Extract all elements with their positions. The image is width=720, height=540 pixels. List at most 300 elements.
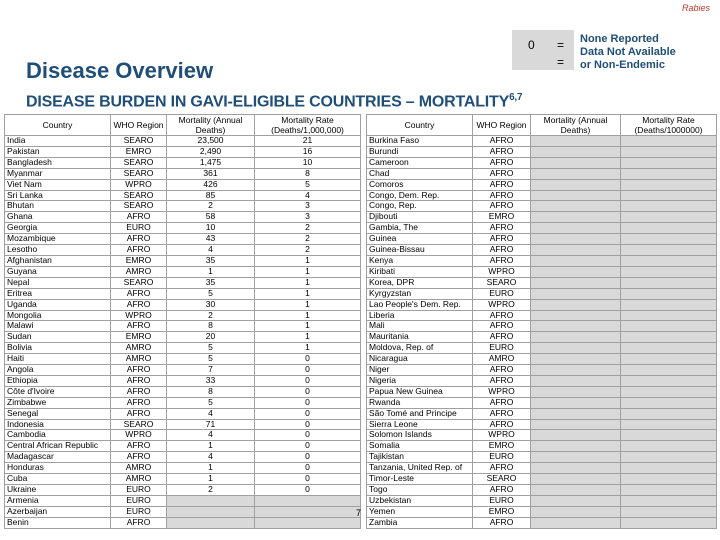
cell-mortality: 5 <box>167 288 255 299</box>
cell-country: Congo, Rep. <box>367 201 473 212</box>
cell-country: Papua New Guinea <box>367 386 473 397</box>
cell-mortality-rate <box>621 136 717 147</box>
table-row <box>367 277 717 288</box>
cell-mortality: 33 <box>167 375 255 386</box>
cell-country: Afghanistan <box>5 255 111 266</box>
cell-mortality: 20 <box>167 332 255 343</box>
cell-mortality-rate <box>621 343 717 354</box>
cell-country: Nicaragua <box>367 354 473 365</box>
cell-mortality-rate: 1 <box>255 266 361 277</box>
table-row <box>5 375 361 386</box>
section-subtitle <box>26 92 522 111</box>
cell-mortality: 5 <box>167 354 255 365</box>
cell-mortality: 7 <box>167 365 255 376</box>
cell-who-region: SEARO <box>111 136 167 147</box>
cell-who-region: EMRO <box>473 212 531 223</box>
mortality-table-left <box>4 114 361 529</box>
table-row <box>5 266 361 277</box>
cell-mortality: 361 <box>167 168 255 179</box>
cell-country: Solomon Islands <box>367 430 473 441</box>
cell-country: Mauritania <box>367 332 473 343</box>
cell-country: Kyrgyzstan <box>367 288 473 299</box>
cell-mortality-rate: 0 <box>255 430 361 441</box>
cell-mortality-rate: 1 <box>255 277 361 288</box>
cell-who-region: AFRO <box>473 419 531 430</box>
table-row <box>5 321 361 332</box>
cell-country: Cameroon <box>367 157 473 168</box>
cell-mortality <box>531 321 621 332</box>
table-row <box>367 179 717 190</box>
cell-country: Kiribati <box>367 266 473 277</box>
cell-country: Bangladesh <box>5 157 111 168</box>
cell-mortality: 426 <box>167 179 255 190</box>
cell-mortality <box>531 223 621 234</box>
cell-mortality-rate: 8 <box>255 168 361 179</box>
cell-mortality-rate: 0 <box>255 397 361 408</box>
cell-mortality <box>531 310 621 321</box>
cell-mortality-rate: 0 <box>255 386 361 397</box>
cell-mortality-rate <box>621 419 717 430</box>
cell-mortality <box>531 452 621 463</box>
cell-who-region: AFRO <box>473 255 531 266</box>
cell-mortality: 71 <box>167 419 255 430</box>
cell-mortality-rate <box>621 266 717 277</box>
cell-mortality <box>531 201 621 212</box>
cell-country: Korea, DPR <box>367 277 473 288</box>
cell-country: Cambodia <box>5 430 111 441</box>
legend-zero: 0 <box>528 38 535 52</box>
cell-mortality-rate <box>621 441 717 452</box>
cell-who-region: AFRO <box>111 397 167 408</box>
cell-mortality-rate: 16 <box>255 146 361 157</box>
table-row <box>367 266 717 277</box>
cell-mortality: 4 <box>167 452 255 463</box>
cell-mortality <box>531 288 621 299</box>
cell-mortality-rate <box>621 223 717 234</box>
cell-mortality-rate: 3 <box>255 212 361 223</box>
cell-who-region: WPRO <box>111 310 167 321</box>
cell-country: Haiti <box>5 354 111 365</box>
cell-country: Mozambique <box>5 234 111 245</box>
cell-mortality: 8 <box>167 321 255 332</box>
header-who-region: WHO Region <box>473 115 531 136</box>
cell-who-region: AFRO <box>473 375 531 386</box>
cell-country: Côte d'Ivoire <box>5 386 111 397</box>
cell-mortality <box>531 397 621 408</box>
cell-country: Somalia <box>367 441 473 452</box>
cell-mortality <box>531 441 621 452</box>
cell-mortality: 1 <box>167 266 255 277</box>
cell-country: Togo <box>367 485 473 496</box>
cell-mortality <box>531 463 621 474</box>
cell-who-region: AFRO <box>473 136 531 147</box>
cell-mortality: 5 <box>167 397 255 408</box>
table-row <box>367 474 717 485</box>
cell-mortality-rate <box>621 277 717 288</box>
table-row <box>5 190 361 201</box>
cell-country: Viet Nam <box>5 179 111 190</box>
cell-country: Zambia <box>367 517 473 528</box>
cell-country: Pakistan <box>5 146 111 157</box>
cell-country: Sierra Leone <box>367 419 473 430</box>
cell-who-region: AMRO <box>111 463 167 474</box>
cell-mortality: 35 <box>167 277 255 288</box>
cell-who-region: AFRO <box>473 190 531 201</box>
cell-mortality-rate: 2 <box>255 234 361 245</box>
cell-who-region: AFRO <box>473 485 531 496</box>
cell-who-region: AFRO <box>473 168 531 179</box>
table-row <box>367 463 717 474</box>
cell-country: Mongolia <box>5 310 111 321</box>
cell-who-region: AFRO <box>473 234 531 245</box>
cell-who-region: EURO <box>473 288 531 299</box>
cell-who-region: EURO <box>473 343 531 354</box>
cell-mortality-rate <box>621 430 717 441</box>
table-row <box>5 485 361 496</box>
subtitle-footnote: 6,7 <box>509 92 523 103</box>
cell-mortality <box>531 430 621 441</box>
cell-mortality-rate <box>621 321 717 332</box>
cell-country: Sudan <box>5 332 111 343</box>
table-row <box>5 354 361 365</box>
legend-equals-1: = <box>557 38 565 52</box>
cell-mortality-rate <box>621 299 717 310</box>
cell-who-region: AFRO <box>473 179 531 190</box>
cell-country: Malawi <box>5 321 111 332</box>
cell-mortality-rate <box>621 332 717 343</box>
table-row <box>367 157 717 168</box>
cell-mortality <box>531 343 621 354</box>
cell-country: Djibouti <box>367 212 473 223</box>
header-mortality-rate: Mortality Rate (Deaths/1,000,000) <box>255 115 361 136</box>
cell-country: Armenia <box>5 495 111 506</box>
cell-mortality-rate: 0 <box>255 408 361 419</box>
table-row <box>367 386 717 397</box>
cell-who-region: EMRO <box>473 441 531 452</box>
cell-who-region: AFRO <box>473 408 531 419</box>
cell-mortality-rate: 0 <box>255 474 361 485</box>
cell-country: Senegal <box>5 408 111 419</box>
cell-mortality-rate <box>621 157 717 168</box>
table-row <box>367 190 717 201</box>
cell-who-region: AFRO <box>111 245 167 256</box>
table-row <box>367 255 717 266</box>
cell-country: Kenya <box>367 255 473 266</box>
cell-mortality-rate: 10 <box>255 157 361 168</box>
cell-who-region: AFRO <box>111 288 167 299</box>
cell-mortality-rate <box>621 190 717 201</box>
cell-mortality-rate <box>621 179 717 190</box>
cell-who-region: AFRO <box>473 157 531 168</box>
cell-who-region: AMRO <box>111 354 167 365</box>
legend-text <box>580 33 676 72</box>
cell-mortality <box>531 179 621 190</box>
cell-mortality-rate <box>621 146 717 157</box>
cell-who-region: AFRO <box>473 397 531 408</box>
header-who-region: WHO Region <box>111 115 167 136</box>
legend-gray-swatch <box>512 30 574 70</box>
cell-who-region: AFRO <box>111 321 167 332</box>
cell-country: Guyana <box>5 266 111 277</box>
cell-who-region: AFRO <box>473 245 531 256</box>
cell-mortality-rate: 1 <box>255 310 361 321</box>
cell-country: Mali <box>367 321 473 332</box>
cell-mortality <box>531 299 621 310</box>
cell-who-region: WPRO <box>111 430 167 441</box>
cell-mortality <box>531 190 621 201</box>
table-header-row <box>5 115 361 136</box>
cell-country: Comoros <box>367 179 473 190</box>
cell-country: Eritrea <box>5 288 111 299</box>
cell-who-region: AMRO <box>473 354 531 365</box>
cell-mortality <box>531 255 621 266</box>
table-row <box>5 506 361 517</box>
cell-mortality-rate: 0 <box>255 419 361 430</box>
cell-mortality-rate: 2 <box>255 245 361 256</box>
cell-who-region: SEARO <box>473 474 531 485</box>
table-row <box>367 506 717 517</box>
table-row <box>5 310 361 321</box>
cell-who-region: AFRO <box>473 365 531 376</box>
cell-who-region: EURO <box>111 495 167 506</box>
table-row <box>367 452 717 463</box>
cell-who-region: AFRO <box>111 365 167 376</box>
cell-who-region: AFRO <box>111 212 167 223</box>
cell-mortality-rate <box>255 506 361 517</box>
table-row <box>5 430 361 441</box>
cell-mortality-rate: 0 <box>255 354 361 365</box>
cell-who-region: AFRO <box>111 386 167 397</box>
table-row <box>367 212 717 223</box>
cell-mortality <box>531 365 621 376</box>
cell-who-region: AFRO <box>473 223 531 234</box>
cell-mortality-rate <box>621 397 717 408</box>
cell-mortality-rate <box>621 168 717 179</box>
header-mortality-rate: Mortality Rate (Deaths/1000000) <box>621 115 717 136</box>
cell-mortality: 43 <box>167 234 255 245</box>
cell-mortality: 4 <box>167 430 255 441</box>
cell-mortality <box>531 277 621 288</box>
table-row <box>367 343 717 354</box>
cell-country: Niger <box>367 365 473 376</box>
cell-who-region: AMRO <box>111 343 167 354</box>
cell-country: Burkina Faso <box>367 136 473 147</box>
table-row <box>5 255 361 266</box>
table-row <box>367 245 717 256</box>
cell-country: Rwanda <box>367 397 473 408</box>
cell-mortality: 1 <box>167 441 255 452</box>
table-row <box>367 517 717 528</box>
cell-mortality-rate <box>621 495 717 506</box>
cell-mortality-rate: 1 <box>255 332 361 343</box>
cell-country: Indonesia <box>5 419 111 430</box>
cell-mortality <box>531 212 621 223</box>
table-row <box>367 495 717 506</box>
page-number: 7 <box>356 508 362 518</box>
table-row <box>5 441 361 452</box>
cell-mortality-rate <box>621 408 717 419</box>
table-row <box>367 419 717 430</box>
cell-country: Cuba <box>5 474 111 485</box>
cell-mortality <box>167 517 255 528</box>
cell-mortality-rate: 1 <box>255 299 361 310</box>
table-row <box>5 212 361 223</box>
cell-who-region: AFRO <box>111 299 167 310</box>
cell-mortality <box>531 234 621 245</box>
cell-who-region: WPRO <box>111 179 167 190</box>
cell-country: Timor-Leste <box>367 474 473 485</box>
cell-who-region: AFRO <box>473 321 531 332</box>
table-row <box>5 365 361 376</box>
cell-mortality: 23,500 <box>167 136 255 147</box>
cell-country: Yemen <box>367 506 473 517</box>
cell-mortality-rate <box>621 288 717 299</box>
cell-mortality-rate <box>621 310 717 321</box>
table-row <box>5 495 361 506</box>
cell-mortality: 2,490 <box>167 146 255 157</box>
table-row <box>5 157 361 168</box>
table-row <box>5 234 361 245</box>
cell-mortality-rate <box>621 245 717 256</box>
cell-who-region: AFRO <box>111 452 167 463</box>
cell-who-region: WPRO <box>473 266 531 277</box>
cell-country: Lao People's Dem. Rep. <box>367 299 473 310</box>
cell-country: Ukraine <box>5 485 111 496</box>
cell-country: Nigeria <box>367 375 473 386</box>
table-row <box>5 136 361 147</box>
header-mortality: Mortality (Annual Deaths) <box>531 115 621 136</box>
table-row <box>367 234 717 245</box>
cell-mortality: 30 <box>167 299 255 310</box>
cell-country: Sri Lanka <box>5 190 111 201</box>
cell-mortality-rate <box>621 201 717 212</box>
cell-mortality-rate: 0 <box>255 365 361 376</box>
table-row <box>5 277 361 288</box>
cell-who-region: AFRO <box>111 234 167 245</box>
cell-country: Uganda <box>5 299 111 310</box>
cell-who-region: EURO <box>111 485 167 496</box>
cell-who-region: EMRO <box>111 146 167 157</box>
cell-mortality: 58 <box>167 212 255 223</box>
cell-country: Guinea <box>367 234 473 245</box>
cell-mortality <box>531 495 621 506</box>
cell-mortality <box>167 495 255 506</box>
cell-country: Gambia, The <box>367 223 473 234</box>
cell-who-region: SEARO <box>111 419 167 430</box>
cell-who-region: AFRO <box>473 146 531 157</box>
table-row <box>5 517 361 528</box>
table-row <box>5 146 361 157</box>
mortality-table-right <box>366 114 717 529</box>
cell-mortality-rate <box>621 386 717 397</box>
cell-country: Azerbaijan <box>5 506 111 517</box>
cell-who-region: EMRO <box>473 506 531 517</box>
cell-mortality <box>531 146 621 157</box>
cell-mortality-rate <box>621 255 717 266</box>
cell-who-region: AFRO <box>111 375 167 386</box>
cell-who-region: AFRO <box>111 441 167 452</box>
cell-who-region: AFRO <box>473 463 531 474</box>
table-header-row <box>367 115 717 136</box>
legend-line-1: None Reported <box>580 33 659 45</box>
table-row <box>5 201 361 212</box>
cell-who-region: EURO <box>111 506 167 517</box>
cell-mortality-rate <box>621 212 717 223</box>
table-row <box>5 474 361 485</box>
cell-mortality <box>531 168 621 179</box>
cell-who-region: SEARO <box>111 201 167 212</box>
cell-who-region: AFRO <box>473 517 531 528</box>
table-row <box>5 343 361 354</box>
table-row <box>367 201 717 212</box>
table-row <box>367 485 717 496</box>
table-row <box>367 430 717 441</box>
cell-country: Uzbekistan <box>367 495 473 506</box>
cell-mortality <box>531 474 621 485</box>
table-row <box>367 354 717 365</box>
cell-mortality: 2 <box>167 310 255 321</box>
cell-country: São Tomé and Principe <box>367 408 473 419</box>
cell-country: Guinea-Bissau <box>367 245 473 256</box>
subtitle-text: DISEASE BURDEN IN GAVI-ELIGIBLE COUNTRIES – MORTALITY <box>26 93 510 111</box>
cell-country: Lesotho <box>5 245 111 256</box>
table-row <box>5 288 361 299</box>
cell-mortality <box>531 485 621 496</box>
cell-mortality-rate <box>621 234 717 245</box>
cell-country: India <box>5 136 111 147</box>
table-row <box>367 321 717 332</box>
cell-mortality: 1,475 <box>167 157 255 168</box>
cell-mortality-rate <box>621 452 717 463</box>
cell-mortality <box>531 354 621 365</box>
table-row <box>5 397 361 408</box>
table-row <box>367 299 717 310</box>
cell-mortality-rate: 0 <box>255 463 361 474</box>
cell-country: Bhutan <box>5 201 111 212</box>
cell-country: Moldova, Rep. of <box>367 343 473 354</box>
cell-country: Liberia <box>367 310 473 321</box>
cell-mortality <box>531 375 621 386</box>
cell-who-region: EURO <box>473 495 531 506</box>
cell-mortality: 4 <box>167 245 255 256</box>
cell-mortality-rate: 5 <box>255 179 361 190</box>
table-row <box>5 245 361 256</box>
cell-mortality-rate: 1 <box>255 343 361 354</box>
cell-country: Nepal <box>5 277 111 288</box>
cell-mortality-rate: 0 <box>255 375 361 386</box>
cell-mortality-rate <box>621 463 717 474</box>
cell-mortality-rate <box>621 365 717 376</box>
cell-country: Bolivia <box>5 343 111 354</box>
cell-country: Central African Republic <box>5 441 111 452</box>
cell-mortality-rate: 4 <box>255 190 361 201</box>
cell-country: Tanzania, United Rep. of <box>367 463 473 474</box>
cell-mortality-rate <box>621 506 717 517</box>
cell-mortality: 10 <box>167 223 255 234</box>
cell-who-region: AFRO <box>473 332 531 343</box>
cell-mortality <box>531 408 621 419</box>
table-row <box>367 375 717 386</box>
cell-who-region: EMRO <box>111 255 167 266</box>
header-country: Country <box>5 115 111 136</box>
cell-mortality: 2 <box>167 201 255 212</box>
table-row <box>367 168 717 179</box>
cell-mortality <box>531 157 621 168</box>
table-row <box>367 408 717 419</box>
cell-mortality: 35 <box>167 255 255 266</box>
table-row <box>5 168 361 179</box>
cell-mortality-rate: 3 <box>255 201 361 212</box>
